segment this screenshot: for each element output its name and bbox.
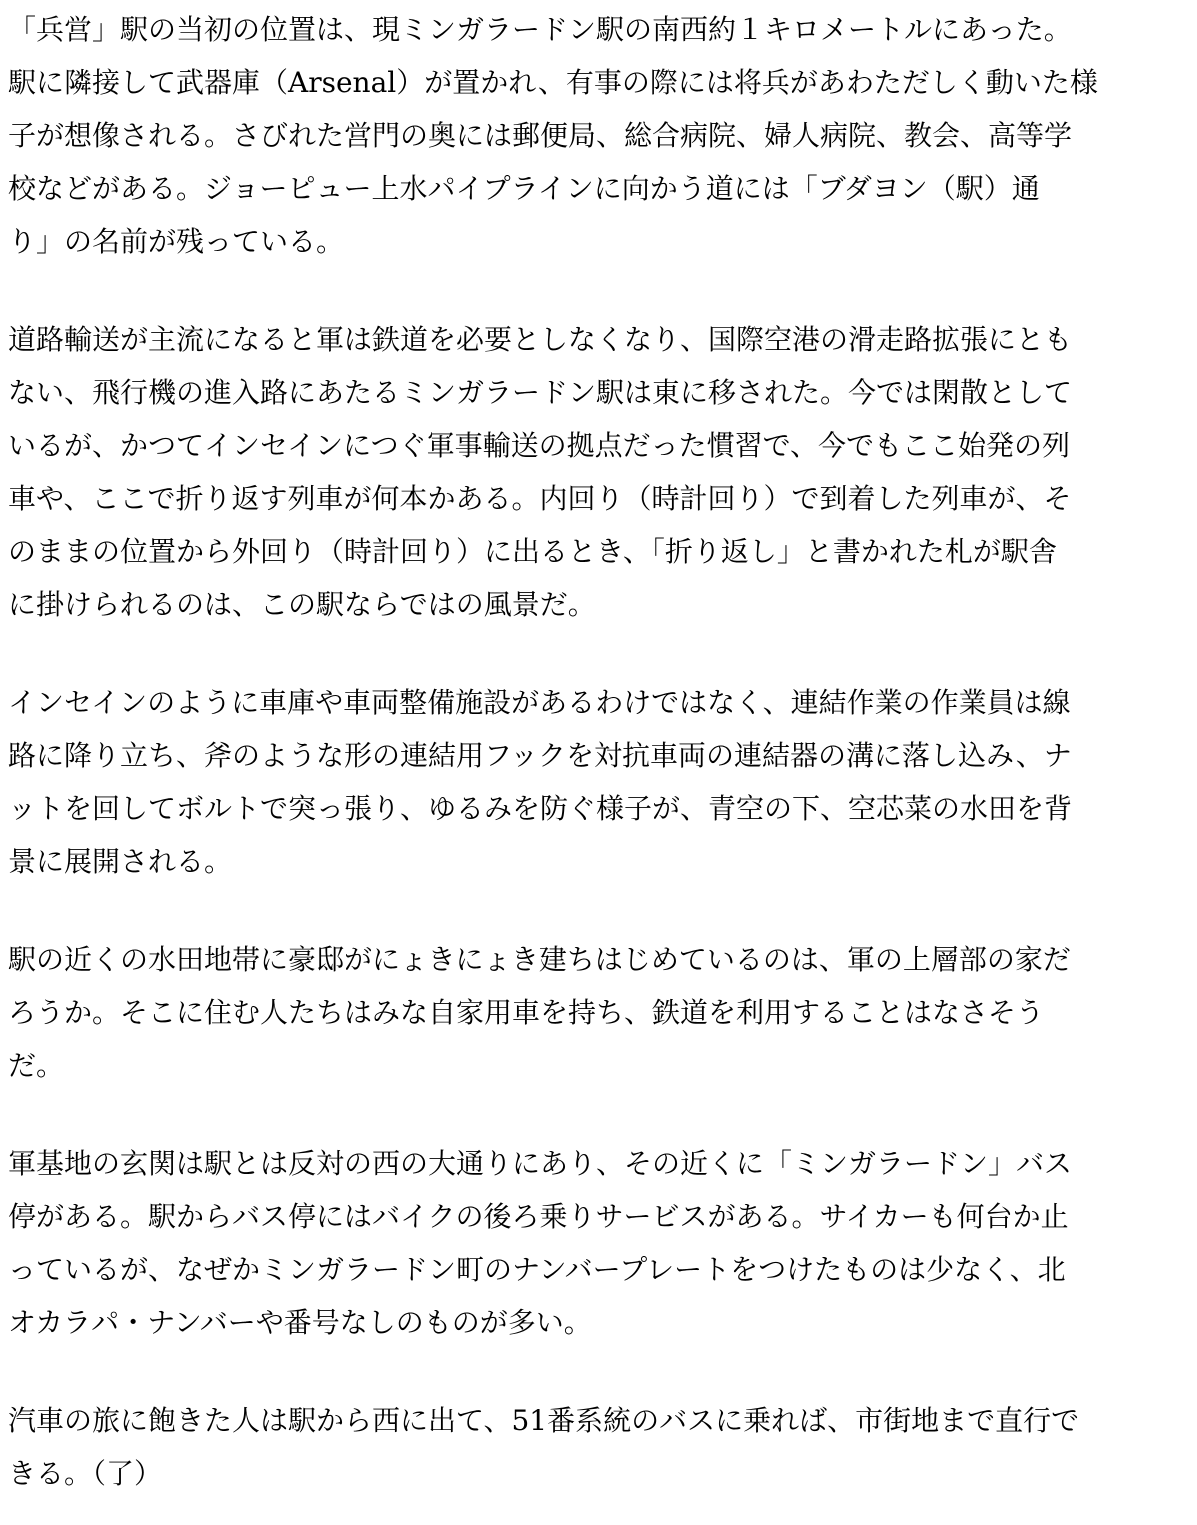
text-line: 軍基地の玄関は駅とは反対の西の大通りにあり、その近くに「ミンガラードン」バス [8,1147,1073,1180]
text-line: ットを回してボルトで突っ張り、ゆるみを防ぐ様子が、青空の下、空芯菜の水田を背 [8,792,1073,825]
text-line: いるが、かつてインセインにつぐ軍事輸送の拠点だった慣習で、今でもここ始発の列 [8,429,1071,462]
text-line: 「兵営」駅の当初の位置は、現ミンガラードン駅の南西約１キロメートルにあった。 [8,13,1072,46]
text-line: 道路輸送が主流になると軍は鉄道を必要としなくなり、国際空港の滑走路拡張にとも [8,323,1073,356]
text-line: 汽車の旅に飽きた人は駅から西に出て、51番系統のバスに乗れば、市街地まで直行で [8,1404,1080,1437]
text-line: 子が想像される。さびれた営門の奥には郵便局、総合病院、婦人病院、教会、高等学 [8,119,1073,152]
paragraph-1 [8,3,1191,268]
text-line: 校などがある。ジョーピュー上水パイプラインに向かう道には「ブダヨン（駅）通 [8,172,1040,205]
text-line: きる。（了） [8,1457,163,1490]
text-line: っているが、なぜかミンガラードン町のナンバープレートをつけたものは少なく、北 [8,1253,1066,1286]
paragraph-5 [8,1137,1191,1349]
text-line: ろうか。そこに住む人たちはみな自家用車を持ち、鉄道を利用することはなさそう [8,996,1045,1029]
text-line: 停がある。駅からバス停にはバイクの後ろ乗りサービスがある。サイカーも何台か止 [8,1200,1069,1233]
text-line: インセインのように車庫や車両整備施設があるわけではなく、連結作業の作業員は線 [8,686,1071,719]
text-line: 景に展開される。 [8,845,233,878]
text-line: 車や、ここで折り返す列車が何本かある。内回り（時計回り）で到着した列車が、そ [8,482,1072,515]
text-line: ない、飛行機の進入路にあたるミンガラードン駅は東に移された。今では閑散として [8,376,1073,409]
paragraph-2 [8,313,1191,631]
text-line: のままの位置から外回り（時計回り）に出るとき、「折り返し」と書かれた札が駅舎 [8,535,1057,568]
text-line: に掛けられるのは、この駅ならではの風景だ。 [8,588,596,621]
text-line: 駅に隣接して武器庫（Arsenal）が置かれ、有事の際には将兵があわただしく動いた様 [8,66,1098,99]
article-body [8,0,1191,1500]
text-line: だ。 [8,1049,65,1082]
text-line: オカラパ・ナンバーや番号なしのものが多い。 [8,1306,592,1339]
text-line: 路に降り立ち、斧のような形の連結用フックを対抗車両の連結器の溝に落し込み、ナ [8,739,1072,772]
text-line: り」の名前が残っている。 [8,225,345,258]
text-line: 駅の近くの水田地帯に豪邸がにょきにょき建ちはじめているのは、軍の上層部の家だ [8,943,1071,976]
paragraph-6 [8,1394,1191,1500]
paragraph-4 [8,933,1191,1092]
paragraph-3 [8,676,1191,888]
